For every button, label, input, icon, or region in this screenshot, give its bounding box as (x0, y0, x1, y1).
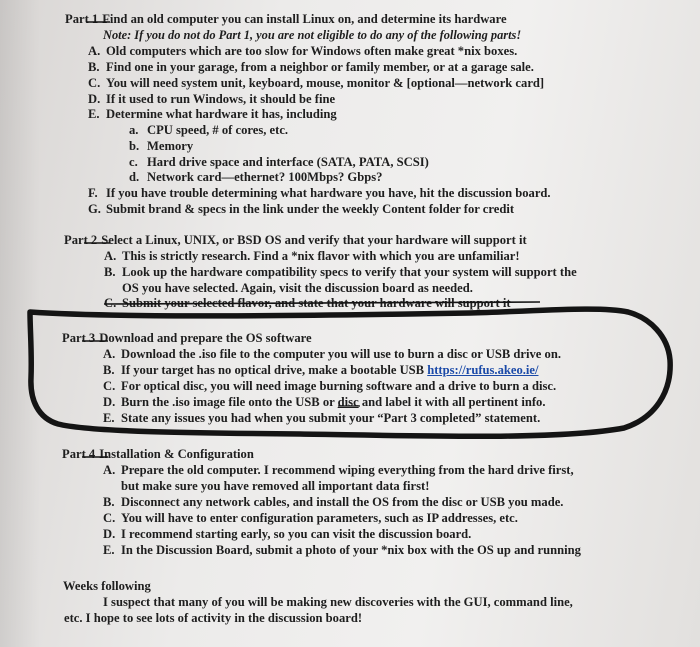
part1-subitem-d: d. Network card—ethernet? 100Mbps? Gbps? (129, 170, 383, 184)
part2-title: Select a Linux, UNIX, or BSD OS and verify that your hardware will support it (101, 233, 527, 247)
part4-item-a: A. Prepare the old computer. I recommend wiping everything from the hard drive first, (103, 463, 574, 477)
part3-item-b: B. If your target has no optical drive, make a bootable USB https://rufus.akeo.ie/ (103, 363, 539, 377)
part1-item-b: B. Find one in your garage, from a neighbor or family member, or at a garage sale. (88, 60, 534, 74)
part1-subitem-b: b. Memory (129, 139, 194, 153)
part3-item-a: A. Download the .iso file to the computer you will use to burn a disc or USB drive on. (103, 347, 561, 361)
part2-item-a: A. This is strictly research. Find a *nix flavor with which you are unfamiliar! (104, 249, 520, 263)
weeks-heading: Weeks following (63, 579, 151, 593)
part1-item-g: G. Submit brand & specs in the link under the weekly Content folder for credit (88, 202, 515, 216)
part1-subitem-c: c. Hard drive space and interface (SATA, PATA, SCSI) (129, 155, 429, 169)
part4-heading: Part 4 Installation & Configuration (62, 447, 254, 461)
part1-item-a: A. Old computers which are too slow for Windows often make great *nix boxes. (88, 44, 518, 58)
part4-item-b: B. Disconnect any network cables, and install the OS from the disc or USB you made. (103, 495, 564, 509)
rufus-link[interactable]: https://rufus.akeo.ie/ (427, 363, 539, 377)
part2-item-b-cont: OS you have selected. Again, visit the discussion board as needed. (122, 281, 473, 295)
part3-item-c: C. For optical disc, you will need image burning software and a drive to burn a disc. (103, 379, 557, 393)
part1-subitem-a: a. CPU speed, # of cores, etc. (129, 123, 289, 137)
part3-title: Download and prepare the OS software (99, 331, 312, 345)
part1-title: Find an old computer you can install Linux on, and determine its hardware (102, 12, 507, 26)
part2-item-b: B. Look up the hardware compatibility specs to verify that your system will support the (104, 265, 577, 279)
weeks-line1: I suspect that many of you will be making new discoveries with the GUI, command line, (103, 595, 573, 609)
part2-item-c: C. Submit your selected flavor, and state that your hardware will support it (104, 296, 511, 310)
part4-item-e: E. In the Discussion Board, submit a photo of your *nix box with the OS up and running (103, 543, 581, 557)
part4-title: Installation & Configuration (99, 447, 254, 461)
part3-item-e: E. State any issues you had when you submit your “Part 3 completed” statement. (103, 411, 541, 425)
part3-item-d: D. Burn the .iso image file onto the USB or disc and label it with all pertinent info. (103, 395, 546, 409)
part1-item-c: C. You will need system unit, keyboard, mouse, monitor & [optional—network card] (88, 76, 545, 90)
part1-item-e: E. Determine what hardware it has, including (88, 107, 337, 121)
part4-item-d: D. I recommend starting early, so you can visit the discussion board. (103, 527, 472, 541)
weeks-line2: etc. I hope to see lots of activity in the discussion board! (64, 611, 363, 625)
part1-item-f: F. If you have trouble determining what hardware you have, hit the discussion board. (88, 186, 551, 200)
part4-item-a-cont: but make sure you have removed all important data first! (121, 479, 430, 493)
part4-item-c: C. You will have to enter configuration parameters, such as IP addresses, etc. (103, 511, 518, 525)
part1-heading: Part 1 Find an old computer you can install Linux on, and determine its hardware (65, 12, 507, 26)
page-shadow (0, 0, 40, 647)
part2-heading: Part 2 Select a Linux, UNIX, or BSD OS and verify that your hardware will support it (64, 233, 527, 247)
part1-item-d: D. If it used to run Windows, it should be fine (88, 92, 336, 106)
disc-word: disc (337, 395, 359, 409)
part3-heading: Part 3 Download and prepare the OS software (62, 331, 312, 345)
part1-note: Note: If you do not do Part 1, you are not eligible to do any of the following parts! (103, 28, 522, 42)
